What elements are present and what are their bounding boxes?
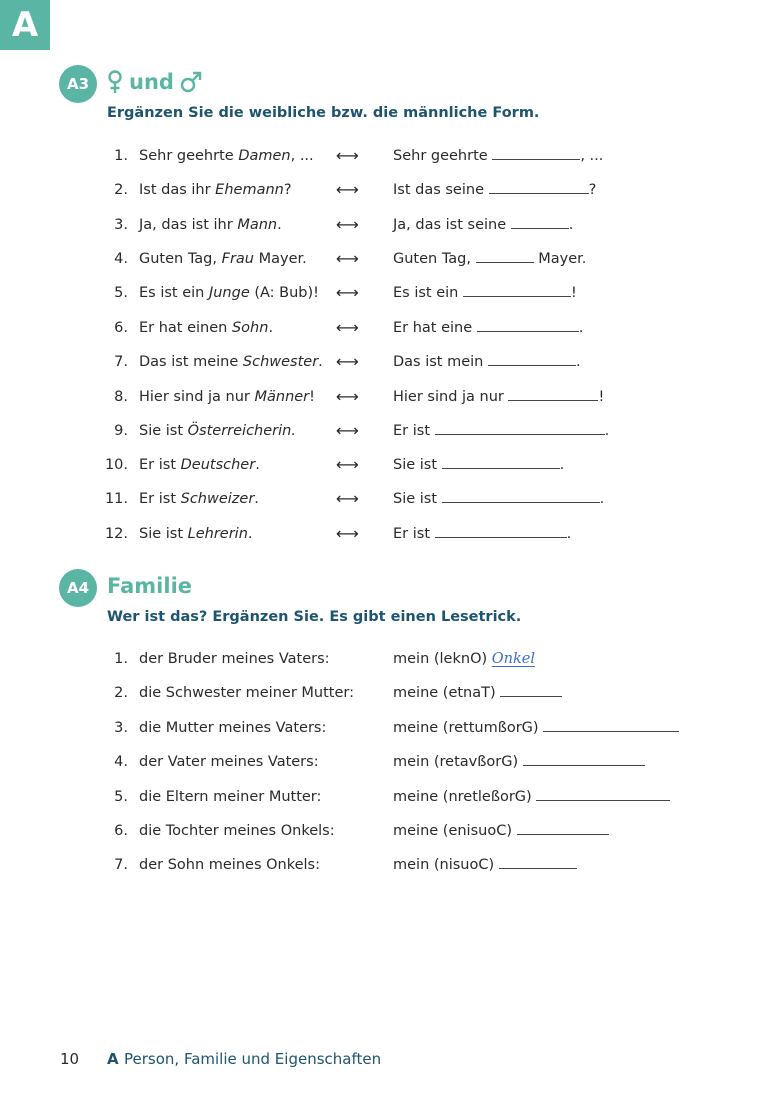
answer-prefix: Guten Tag, — [393, 251, 476, 267]
text-part: . — [318, 354, 323, 370]
text-part: . — [247, 526, 253, 542]
exercise-row — [0, 488, 778, 510]
prompt-text — [139, 386, 315, 408]
prompt-text: der Vater meines Vaters: — [139, 754, 319, 770]
chapter-title: Person, Familie und Eigenschaften — [124, 1050, 382, 1068]
double-arrow-icon: ⟷ — [336, 489, 359, 508]
item-number: 3. — [114, 720, 128, 736]
answer-prefix: Ja, das ist seine — [393, 217, 511, 233]
text-part: . — [255, 457, 260, 473]
double-arrow-icon: ⟷ — [336, 524, 359, 543]
exercise-row — [0, 751, 778, 773]
answer-prefix: Es ist ein — [393, 285, 463, 301]
answer-blank[interactable] — [442, 488, 600, 503]
answer-sentence — [393, 317, 583, 339]
answer-sentence — [393, 145, 603, 167]
answer-sentence — [393, 248, 586, 270]
text-part: Es ist ein — [139, 285, 209, 301]
text-part: Guten Tag, — [139, 251, 222, 267]
exercise-row — [0, 248, 778, 270]
answer-prefix: Ist das seine — [393, 182, 489, 198]
emphasized-word: Schweizer — [180, 491, 255, 507]
exercise-row — [0, 145, 778, 167]
answer-sentence — [393, 488, 604, 510]
answer-sentence — [393, 854, 577, 876]
answer-sentence — [393, 214, 573, 236]
exercise-row — [0, 523, 778, 545]
exercise-row — [0, 351, 778, 373]
instruction-a4: Wer ist das? Ergänzen Sie. Es gibt einen Lesetrick. — [107, 609, 522, 625]
exercise-row — [0, 420, 778, 442]
answer-suffix: ! — [598, 389, 605, 405]
answer-sentence — [393, 420, 609, 442]
answer-prefix: Sie ist — [393, 457, 442, 473]
answer-prefix: mein (retavßorG) — [393, 754, 523, 770]
answer-sentence — [393, 786, 670, 808]
exercise-row — [0, 282, 778, 304]
exercise-title-a3 — [107, 70, 202, 94]
answer-suffix: . — [568, 217, 574, 233]
exercise-row — [0, 648, 778, 670]
answer-blank[interactable] — [543, 717, 679, 732]
exercise-row — [0, 854, 778, 876]
double-arrow-icon: ⟷ — [336, 180, 359, 199]
chapter-letter: A — [107, 1050, 119, 1068]
answer-blank[interactable] — [476, 248, 534, 263]
emphasized-word: Schwester — [242, 354, 319, 370]
text-part: Er ist — [139, 457, 181, 473]
answer-prefix: meine (nretleßorG) — [393, 789, 537, 805]
exercise-row — [0, 317, 778, 339]
title-text: und — [129, 70, 174, 94]
text-part: . — [254, 491, 259, 507]
answer-blank[interactable] — [523, 751, 645, 766]
exercise-row — [0, 717, 778, 739]
exercise-title-a4 — [107, 574, 192, 598]
prompt-text — [139, 214, 282, 236]
item-number: 6. — [114, 320, 128, 336]
answer-sentence — [393, 351, 581, 373]
double-arrow-icon: ⟷ — [336, 352, 359, 371]
emphasized-word: Lehrerin — [187, 526, 248, 542]
answer-blank[interactable] — [463, 282, 571, 297]
answer-prefix: meine (rettumßorG) — [393, 720, 544, 736]
emphasized-word: Österreicherin. — [187, 423, 296, 439]
prompt-text: der Bruder meines Vaters: — [139, 651, 330, 667]
answer-prefix: mein (nisuoC) — [393, 857, 499, 873]
answer-suffix: , ... — [580, 148, 604, 164]
double-arrow-icon: ⟷ — [336, 283, 359, 302]
answer-blank[interactable] — [477, 317, 579, 332]
text-part: Er ist — [139, 491, 181, 507]
chapter-tab: A — [0, 0, 50, 50]
item-number: 1. — [114, 651, 128, 667]
emphasized-word: Ehemann — [215, 182, 284, 198]
item-number: 5. — [114, 285, 128, 301]
text-part: . — [277, 217, 282, 233]
answer-prefix: Hier sind ja nur — [393, 389, 509, 405]
emphasized-word: Sohn — [231, 320, 269, 336]
answer-sentence — [393, 282, 577, 304]
prompt-text — [139, 351, 323, 373]
item-number: 9. — [114, 423, 128, 439]
text-part: , ... — [290, 148, 314, 164]
answer-suffix: ! — [570, 285, 577, 301]
prompt-text: die Schwester meiner Mutter: — [139, 685, 354, 701]
text-part: . — [268, 320, 274, 336]
exercise-row — [0, 682, 778, 704]
answer-prefix: mein (leknO) — [393, 651, 492, 667]
item-number: 7. — [114, 354, 128, 370]
prompt-text: die Eltern meiner Mutter: — [139, 789, 322, 805]
item-number: 4. — [114, 251, 128, 267]
double-arrow-icon: ⟷ — [336, 249, 359, 268]
double-arrow-icon: ⟷ — [336, 455, 359, 474]
prompt-text — [139, 420, 296, 442]
answer-sentence — [393, 751, 645, 773]
answer-prefix: Das ist mein — [393, 354, 488, 370]
text-part: Sie ist — [139, 423, 188, 439]
answer-blank[interactable] — [488, 351, 576, 366]
prompt-text: die Mutter meines Vaters: — [139, 720, 327, 736]
emphasized-word: Mann — [237, 217, 278, 233]
text-part: Ja, das ist ihr — [139, 217, 238, 233]
answer-sentence — [393, 820, 609, 842]
text-part: Das ist meine — [139, 354, 243, 370]
answer-sentence — [393, 454, 564, 476]
instruction-a3: Ergänzen Sie die weibliche bzw. die männliche Form. — [107, 105, 540, 121]
text-part: Ist das ihr — [139, 182, 216, 198]
item-number: 8. — [114, 389, 128, 405]
item-number: 5. — [114, 789, 128, 805]
exercise-row — [0, 386, 778, 408]
exercise-badge-a3: A3 — [59, 65, 97, 103]
item-number: 6. — [114, 823, 128, 839]
answer-sentence — [393, 648, 535, 670]
exercise-row — [0, 179, 778, 201]
double-arrow-icon: ⟷ — [336, 215, 359, 234]
male-symbol-icon — [180, 71, 202, 93]
handwritten-answer: Onkel — [491, 651, 535, 667]
answer-suffix: Mayer. — [533, 251, 587, 267]
title-text: Familie — [107, 574, 193, 598]
prompt-text — [139, 145, 314, 167]
answer-blank[interactable] — [511, 214, 569, 229]
prompt-text — [139, 488, 259, 510]
answer-blank[interactable] — [435, 523, 567, 538]
answer-blank[interactable] — [536, 786, 670, 801]
double-arrow-icon: ⟷ — [336, 318, 359, 337]
answer-blank[interactable] — [489, 179, 589, 194]
item-number: 12. — [104, 526, 128, 542]
answer-blank[interactable] — [492, 145, 580, 160]
emphasized-word: Deutscher — [180, 457, 256, 473]
prompt-text — [139, 454, 260, 476]
female-symbol-icon — [107, 70, 123, 94]
answer-prefix: Sehr geehrte — [393, 148, 493, 164]
prompt-text: der Sohn meines Onkels: — [139, 857, 320, 873]
item-number: 1. — [114, 148, 128, 164]
answer-sentence — [393, 386, 604, 408]
answer-blank[interactable] — [508, 386, 598, 401]
item-number: 2. — [114, 685, 128, 701]
answer-sentence — [393, 179, 596, 201]
double-arrow-icon: ⟷ — [336, 421, 359, 440]
page-number: 10 — [60, 1050, 80, 1068]
emphasized-word: Männer — [254, 389, 310, 405]
emphasized-word: Frau — [221, 251, 254, 267]
prompt-text — [139, 523, 253, 545]
prompt-text — [139, 317, 273, 339]
text-part: Er hat einen — [139, 320, 232, 336]
double-arrow-icon: ⟷ — [336, 387, 359, 406]
answer-prefix: Er ist — [393, 423, 435, 439]
answer-suffix: . — [599, 491, 605, 507]
answer-sentence — [393, 523, 571, 545]
item-number: 11. — [104, 491, 128, 507]
answer-blank[interactable] — [435, 420, 605, 435]
answer-suffix: . — [566, 526, 572, 542]
answer-blank[interactable] — [517, 820, 609, 835]
prompt-text — [139, 179, 292, 201]
answer-suffix: ? — [588, 182, 597, 198]
answer-blank[interactable] — [442, 454, 560, 469]
answer-prefix: Er hat eine — [393, 320, 477, 336]
answer-prefix: meine (etnaT) — [393, 685, 501, 701]
emphasized-word: Junge — [208, 285, 250, 301]
text-part: Sie ist — [139, 526, 188, 542]
answer-blank[interactable] — [500, 682, 562, 697]
exercise-row — [0, 214, 778, 236]
answer-sentence — [393, 682, 562, 704]
text-part: Sehr geehrte — [139, 148, 239, 164]
exercise-badge-a4: A4 — [59, 569, 97, 607]
item-number: 4. — [114, 754, 128, 770]
text-part: ! — [309, 389, 315, 405]
answer-blank[interactable] — [499, 854, 577, 869]
answer-prefix: Er ist — [393, 526, 435, 542]
item-number: 2. — [114, 182, 128, 198]
text-part: Hier sind ja nur — [139, 389, 255, 405]
answer-sentence — [393, 717, 679, 739]
exercise-row — [0, 820, 778, 842]
text-part: ? — [283, 182, 292, 198]
answer-suffix: . — [604, 423, 610, 439]
answer-prefix: Sie ist — [393, 491, 442, 507]
exercise-row — [0, 786, 778, 808]
answer-suffix: . — [575, 354, 581, 370]
prompt-text: die Tochter meines Onkels: — [139, 823, 335, 839]
prompt-text — [139, 282, 319, 304]
item-number: 3. — [114, 217, 128, 233]
prompt-text — [139, 248, 307, 270]
exercise-row — [0, 454, 778, 476]
answer-prefix: meine (enisuoC) — [393, 823, 517, 839]
double-arrow-icon: ⟷ — [336, 146, 359, 165]
emphasized-word: Damen — [238, 148, 291, 164]
item-number: 10. — [104, 457, 128, 473]
answer-suffix: . — [578, 320, 584, 336]
text-part: Mayer. — [254, 251, 307, 267]
text-part: (A: Bub)! — [249, 285, 319, 301]
item-number: 7. — [114, 857, 128, 873]
answer-suffix: . — [559, 457, 565, 473]
